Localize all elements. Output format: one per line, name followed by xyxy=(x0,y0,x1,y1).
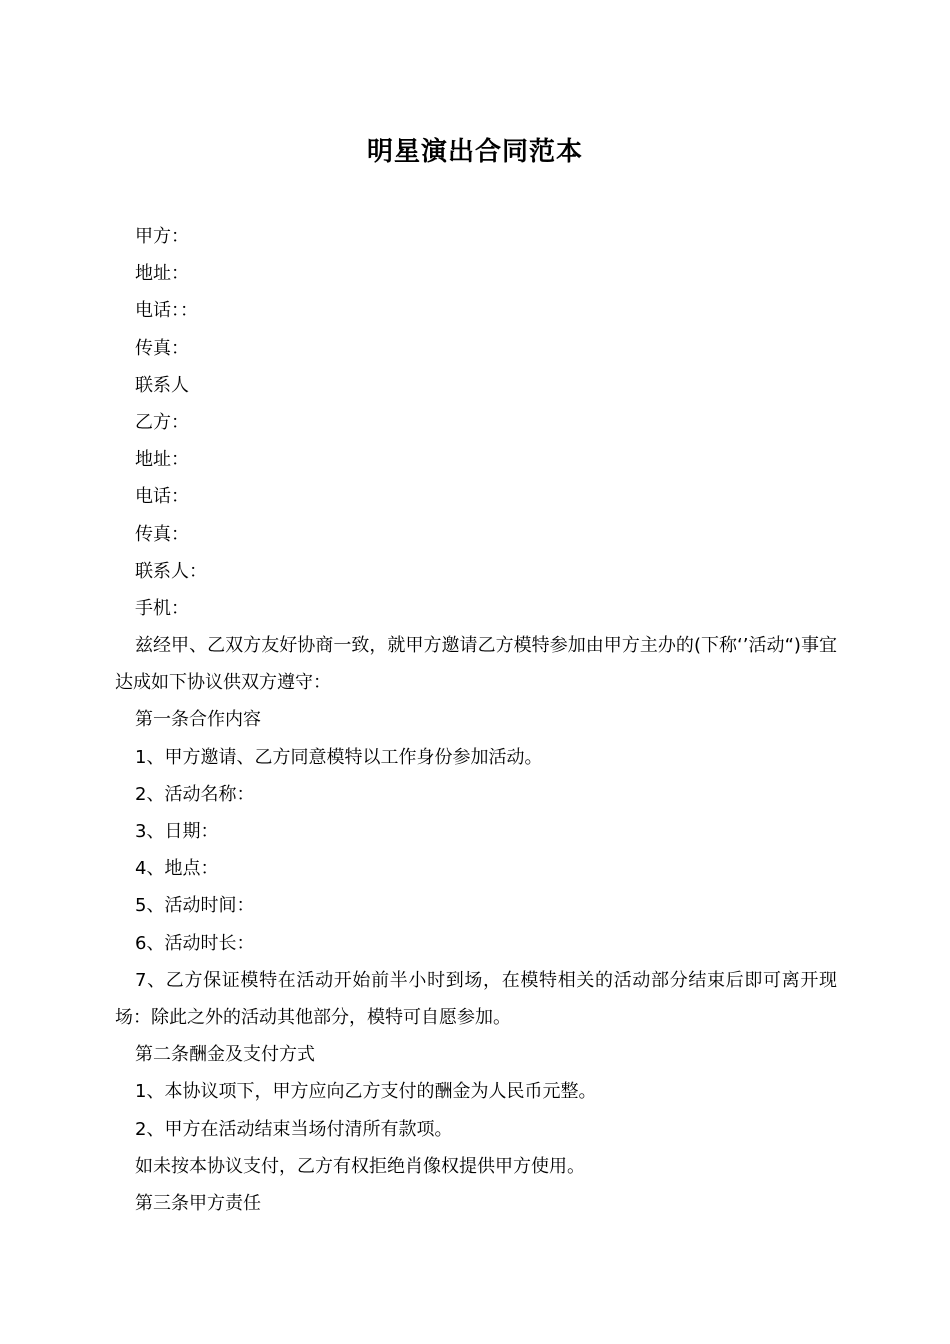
article-1-item: 7、乙方保证模特在活动开始前半小时到场，在模特相关的活动部分结束后即可离开现场：除此之外的活动其他部分，模特可自愿参加。 xyxy=(115,969,837,1028)
article-1-item: 6、活动时长： xyxy=(135,932,255,954)
article-1-item: 3、日期： xyxy=(135,821,219,843)
article-1-item: 5、活动时间： xyxy=(135,895,255,917)
article-1-item: 1、甲方邀请、乙方同意模特以工作身份参加活动。 xyxy=(135,746,543,768)
party-b-name-label: 乙方： xyxy=(135,411,189,433)
preamble-paragraph: 兹经甲、乙双方友好协商一致，就甲方邀请乙方模特参加由甲方主办的(下称‘’活动“)事宜达成如下协议供双方遵守： xyxy=(115,635,837,694)
party-a-contact-label: 联系人 xyxy=(135,374,189,396)
article-1-heading: 第一条合作内容 xyxy=(135,709,261,731)
article-2-item: 2、甲方在活动结束当场付清所有款项。 xyxy=(135,1118,453,1140)
party-a-phone-label: 电话：： xyxy=(135,300,198,322)
document-title: 明星演出合同范本 xyxy=(366,137,583,167)
party-b-mobile-label: 手机： xyxy=(135,597,189,619)
article-2-item: 1、本协议项下，甲方应向乙方支付的酬金为人民币元整。 xyxy=(135,1081,597,1103)
article-3-heading: 第三条甲方责任 xyxy=(135,1192,261,1214)
article-1-item: 2、活动名称： xyxy=(135,783,255,805)
article-1-item: 4、地点： xyxy=(135,858,219,880)
party-b-fax-label: 传真： xyxy=(135,523,189,545)
article-2-heading: 第二条酬金及支付方式 xyxy=(135,1044,315,1066)
party-b-phone-label: 电话： xyxy=(135,486,189,508)
document-body xyxy=(115,218,837,1222)
party-a-fax-label: 传真： xyxy=(135,337,189,359)
party-a-name-label: 甲方： xyxy=(135,226,189,247)
party-a-address-label: 地址： xyxy=(135,263,189,285)
party-b-contact-label: 联系人： xyxy=(135,560,207,582)
party-b-address-label: 地址： xyxy=(135,449,189,471)
article-2-item: 如未按本协议支付，乙方有权拒绝肖像权提供甲方使用。 xyxy=(135,1155,585,1177)
